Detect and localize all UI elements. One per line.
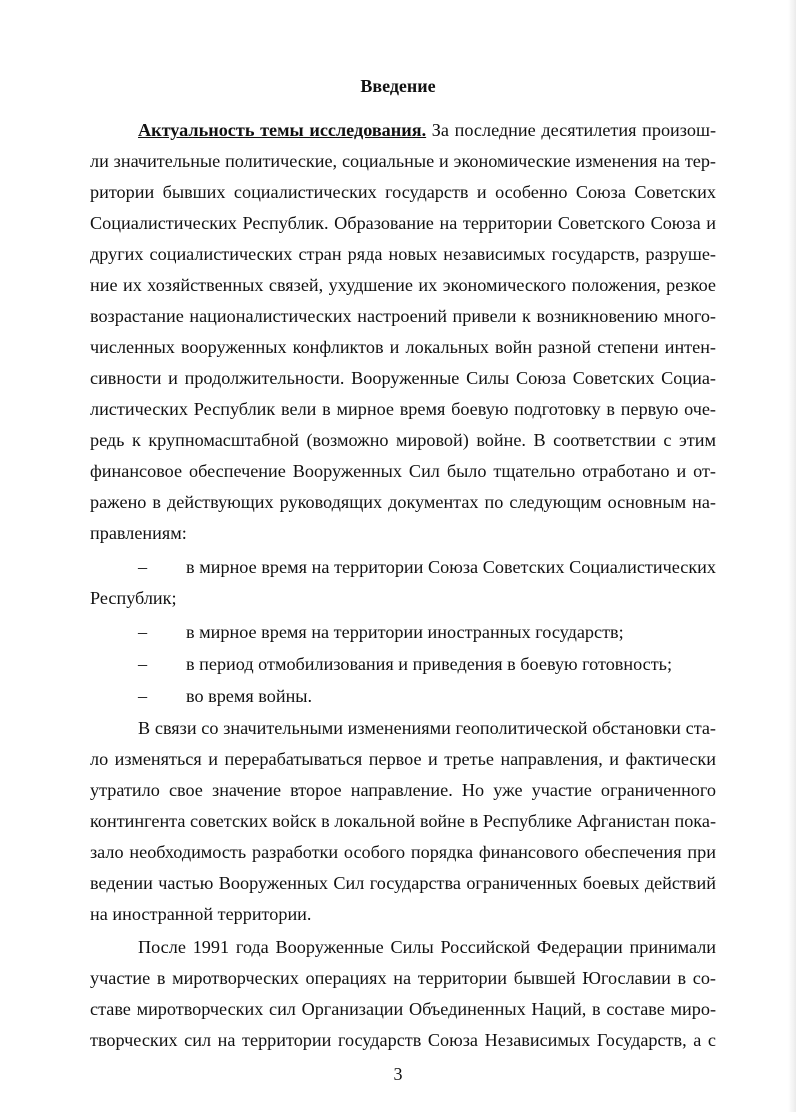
list-dash: – [138,654,148,674]
list-dash: – [138,622,148,642]
paragraph-line: редь к крупномасштабной (возможно мировой) войне. В соответствии с этим [90,430,716,450]
paragraph-line [138,116,716,144]
paragraph-line: Социалистических Республик. Образование на территории Советского Союза и [90,213,716,233]
paragraph-line: листических Республик вели в мирное время боевую подготовку в первую оче- [90,399,716,419]
page-title: Введение [360,76,436,96]
list-item [138,682,716,710]
page-number: 3 [393,1064,403,1084]
paragraph-line: ритории бывших социалистических государств и особенно Союза Советских [90,182,716,202]
paragraph-line: ли значительные политические, социальные и экономические изменения на тер- [90,151,716,171]
list-item-text: в период отмобилизования и приведения в боевую готовность; [186,654,673,674]
paragraph-line: других социалистических стран ряда новых независимых государств, разруше- [90,244,716,264]
paragraph-line: ведении частью Вооруженных Сил государства ограниченных боевых действий [90,873,716,893]
list-item-text: в мирное время на территории иностранных государств; [186,622,624,642]
paragraph-line: ражено в действующих руководящих документах по следующим основным на- [90,492,716,512]
page-edge-shadow [788,0,796,1112]
list-item [138,618,716,646]
list-dash: – [138,686,148,706]
paragraph-line: зало необходимость разработки особого порядка финансового обеспечения при [90,842,716,862]
paragraph-line: творческих сил на территории государств Союза Независимых Государств, а с [90,1030,716,1050]
paragraph-line: численных вооруженных конфликтов и локальных войн разной степени интен- [90,337,716,357]
paragraph-line: В связи со значительными изменениями геополитической обстановки ста- [138,718,716,738]
paragraph-line: финансовое обеспечение Вооруженных Сил было тщательно отработано и от- [90,461,716,481]
list-item [138,650,716,678]
paragraph-line: ставе миротворческих сил Организации Объединенных Наций, в составе миро- [90,999,716,1019]
paragraph-text: За последние десятилетия произош- [431,120,717,140]
paragraph-line: сивности и продолжительности. Вооруженные Силы Союза Советских Социа- [90,368,716,388]
paragraph-line: ло изменяться и перерабатываться первое и третье направления, и фактически [90,749,716,769]
paragraph-line: утратило свое значение второе направление. Но уже участие ограниченного [90,780,716,800]
list-item [138,553,716,581]
paragraph-line: После 1991 года Вооруженные Силы Российской Федерации принимали [138,937,716,957]
list-item-text: во время войны. [186,686,313,706]
paragraph-line: возрастание националистических настроений привели к возникновению много- [90,306,716,326]
paragraph-line: правлениям: [90,523,187,543]
section-heading-inline: Актуальность темы исследования. [138,120,427,140]
list-item-text: в мирное время на территории Союза Советских Социалистических [186,557,716,577]
paragraph-line: на иностранной территории. [90,904,312,924]
paragraph-line: контингента советских войск в локальной войне в Республике Афганистан пока- [90,811,716,831]
paragraph-line: ние их хозяйственных связей, ухудшение их экономического положения, резкое [90,275,716,295]
paragraph-line: участие в миротворческих операциях на территории бывшей Югославии в со- [90,968,716,988]
list-item-continuation: Республик; [90,588,177,608]
list-dash: – [138,557,148,577]
